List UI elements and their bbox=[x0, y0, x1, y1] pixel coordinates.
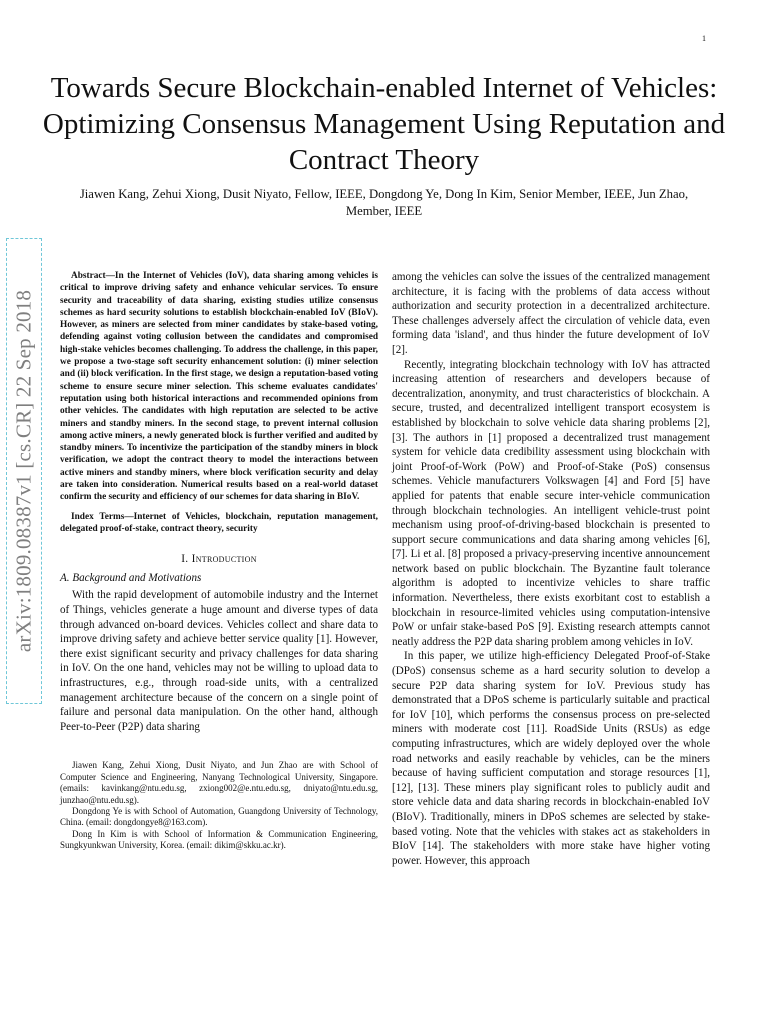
author-list: Jiawen Kang, Zehui Xiong, Dusit Niyato, Fellow, IEEE, Dongdong Ye, Dong In Kim, Senior Member, IEEE, Jun Zhao, Member, IEEE bbox=[79, 187, 689, 218]
footnote: Jiawen Kang, Zehui Xiong, Dusit Niyato, and Jun Zhao are with School of Computer Science and Engineering, Nanyang Technological University, Singapore. (emails: kavinkang@ntu.edu.sg, zxiong002@e.ntu.edu.sg, dniyato@ntu.edu.sg, junzhao@ntu.edu.sg). bbox=[60, 760, 378, 805]
left-column bbox=[60, 270, 378, 852]
body-paragraph: among the vehicles can solve the issues of the centralized management architecture, it is facing with the problems of data access without authorization and security protection in a decentralized architecture. These challenges adversely affect the circulation of vehicle data, even forming data 'island', and thus hinder the future development of IoV [2]. bbox=[392, 271, 710, 356]
arxiv-identifier: arXiv:1809.08387v1 [cs.CR] 22 Sep 2018 bbox=[11, 289, 36, 653]
subsection-heading: A. Background and Motivations bbox=[60, 571, 202, 584]
right-column bbox=[392, 270, 710, 868]
body-paragraph: Recently, integrating blockchain technology with IoV has attracted increasing attention of researchers and developers because of decentralization, anonymity, and trust characteristics of blockchain. A secure, trusted, and decentralized intelligent transport ecosystem is established by blockchain to solve vehicle data sharing problems [2], [3]. The authors in [1] proposed a decentralized trust management system for vehicle data credibility assessment using blockchain with joint Proof-of-Work (PoW) and Proof-of-Stake (PoS) consensus schemes. Vehicle manufacturers Volkswagen [4] and Ford [5] have applied for patents that enable secure inter-vehicle communication through blockchain technologies. An intelligent vehicle-trust point mechanism using proof-of-driving-based blockchain is presented to support secure communications and data sharing among vehicles [6], [7]. Li et al. [8] proposed a privacy-preserving incentive announcement network based on public blockchain. The Byzantine fault tolerance algorithm is adopted to incentivize vehicles to share traffic information. Nevertheless, there exists exorbitant cost to establish a blockchain in resource-limited vehicles using computation-intensive PoW or unfair stake-based PoS [9]. Existing research attempts cannot neatly address the P2P data sharing problem among vehicles in IoV. bbox=[392, 358, 710, 648]
abstract: Abstract—In the Internet of Vehicles (IoV), data sharing among vehicles is critical to improve driving safety and enhance vehicular services. To ensure security and traceability of data sharing, existing studies utilize consensus schemes as hard security solutions to establish blockchain-enabled IoV (BIoV). However, as miners are selected from miner candidates by stake-based voting, defending against voting collusion between the candidates and compromised high-stake vehicles becomes challenging. To address the challenge, in this paper, we propose a two-stage soft security enhancement solution: (i) miner selection and (ii) block verification. In the first stage, we design a reputation-based voting scheme to ensure secure miner selection. This scheme evaluates candidates' reputation using both historical interactions and recommended opinions from other vehicles. The candidates with high reputation are selected to be active miners and standby miners. In the second stage, to prevent internal collusion among active miners, a newly generated block is further verified and audited by standby miners. To incentivize the participation of the standby miners in block verification, we adopt the contract theory to model the interactions between active miners and standby miners, where block verification security and delay are taken into consideration. Numerical results based on a real-world dataset confirm the security and efficiency of our schemes for data sharing in BIoV. bbox=[60, 271, 378, 503]
paper-title: Towards Secure Blockchain-enabled Internet of Vehicles: Optimizing Consensus Management Using Reputation and Contract Theory bbox=[42, 72, 726, 176]
intro-paragraph: With the rapid development of automobile industry and the Internet of Things, vehicles generate a huge amount and diverse types of data through advanced on-board devices. Vehicles collect and share data to improve driving safety and achieve better service quality [1]. However, there exist significant security and privacy challenges for data sharing in IoV. On the one hand, vehicles may not be willing to upload data to infrastructures, e.g., through road-side units, with a centralized management architecture because of the concern on a single point of failure and personal data manipulation. On the other hand, although Peer-to-Peer (P2P) data sharing bbox=[60, 589, 378, 733]
footnote: Dong In Kim is with School of Information & Communication Engineering, Sungkyunkwan University, Korea. (email: dikim@skku.ac.kr). bbox=[60, 828, 378, 851]
section-heading-introduction: I. Introduction bbox=[181, 553, 257, 566]
arxiv-stamp bbox=[6, 238, 42, 704]
author-footnotes bbox=[60, 760, 378, 851]
footnote: Dongdong Ye is with School of Automation, Guangdong University of Technology, China. (email: dongdongye8@163.com). bbox=[60, 805, 378, 828]
page-number: 1 bbox=[702, 34, 706, 43]
body-paragraph: In this paper, we utilize high-efficiency Delegated Proof-of-Stake (DPoS) consensus scheme as a hard security solution to develop a secure P2P data sharing system for IoV. Previous study has demonstrated that a DPoS scheme is particularly suitable and practical for IoV [10], which performs the consensus process on pre-selected miners with moderate cost [11]. RoadSide Units (RSUs) as edge computing infrastructures, which are widely deployed over the whole road networks and easily reachable by vehicles, can be the miners because of having sufficient computation and storage resources [1], [12], [13]. These miners play significant roles to publicly audit and store vehicle data and data sharing records in blockchain-enabled IoV (BIoV). Traditionally, miners in DPoS schemes are selected by stake-based voting. Note that the vehicles with stakes act as stakeholders in BIoV [14]. The stakeholders with more stake have higher voting power. However, this approach bbox=[392, 650, 710, 867]
index-terms: Index Terms—Internet of Vehicles, blockchain, reputation management, delegated proof-of-stake, contract theory, security bbox=[60, 511, 378, 534]
